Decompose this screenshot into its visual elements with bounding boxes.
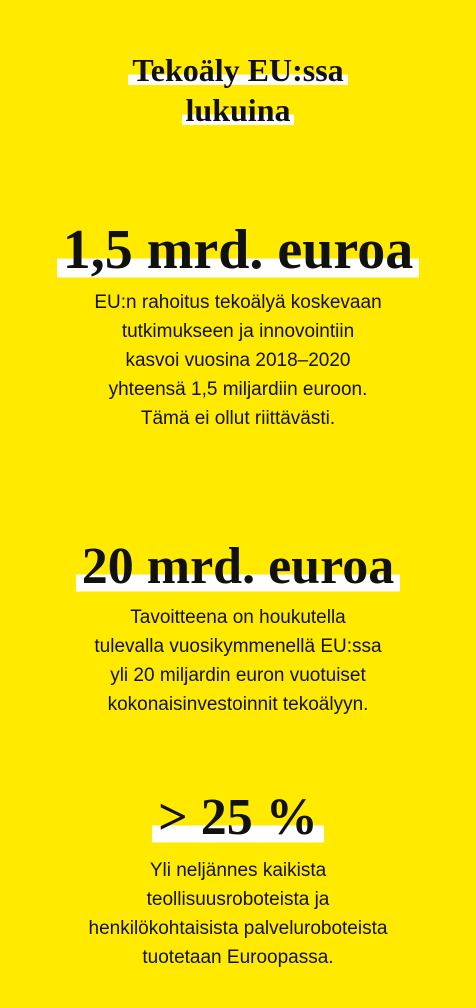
stat-description-line: Tavoitteena on houkutella xyxy=(130,607,346,628)
stat-description-line: tutkimukseen ja innovointiin xyxy=(121,321,355,342)
stat-description-line: Yli neljännes kaikista xyxy=(149,860,327,881)
stat-description-line: yli 20 miljardin euron vuotuiset xyxy=(110,665,366,686)
stat-value-funding xyxy=(0,216,476,284)
title-line-1: Tekoäly EU:ssa xyxy=(128,52,347,88)
stat-description-investment xyxy=(0,603,476,719)
stat-description-line: yhteensä 1,5 miljardiin euroon. xyxy=(108,379,368,400)
stat-description-line: teollisuusroboteista ja xyxy=(146,889,330,910)
stat-description-line: tuotetaan Euroopassa. xyxy=(142,947,334,968)
stat-value-text: 1,5 mrd. euroa xyxy=(57,219,420,281)
stat-description-line: tulevalla vuosikymmenellä EU:ssa xyxy=(94,636,382,657)
stat-description-line: Tämä ei ollut riittävästi. xyxy=(140,408,336,429)
stat-value-text: > 25 % xyxy=(152,789,324,846)
stat-value-robots xyxy=(0,786,476,850)
stat-description-funding xyxy=(0,288,476,433)
stat-description-line: EU:n rahoitus tekoälyä koskevaan xyxy=(94,292,382,313)
stat-description-line: kasvoi vuosina 2018–2020 xyxy=(125,350,351,371)
page-title xyxy=(0,50,476,130)
stat-description-line: henkilökohtaisista palveluroboteista xyxy=(88,918,388,939)
title-line-2: lukuina xyxy=(182,92,295,128)
stat-description-robots xyxy=(0,856,476,972)
stat-description-line: kokonaisinvestoinnit tekoälyyn. xyxy=(107,694,369,715)
stat-value-text: 20 mrd. euroa xyxy=(76,538,400,595)
stat-value-investment xyxy=(0,535,476,599)
